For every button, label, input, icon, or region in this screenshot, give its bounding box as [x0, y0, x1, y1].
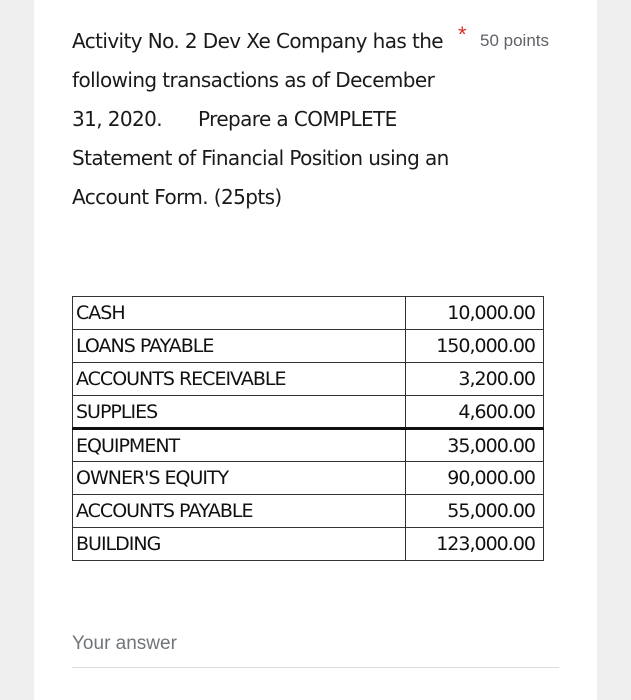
table-row — [73, 429, 544, 462]
question-text — [72, 22, 472, 217]
table-row — [73, 495, 544, 528]
table-row — [73, 528, 544, 561]
account-amount: 35,000.00 — [406, 429, 544, 462]
question-card — [34, 0, 597, 700]
account-name: LOANS PAYABLE — [73, 330, 406, 363]
account-amount: 123,000.00 — [406, 528, 544, 561]
question-line: Statement of Financial Position using an — [72, 146, 449, 170]
question-line: Account Form. (25pts) — [72, 185, 282, 209]
account-name: ACCOUNTS PAYABLE — [73, 495, 406, 528]
table-row — [73, 462, 544, 495]
question-line — [72, 100, 472, 139]
account-name: EQUIPMENT — [73, 429, 406, 462]
account-name: SUPPLIES — [73, 396, 406, 429]
account-name: BUILDING — [73, 528, 406, 561]
points-label: 50 points — [480, 31, 549, 50]
account-amount: 10,000.00 — [406, 297, 544, 330]
account-amount: 3,200.00 — [406, 363, 544, 396]
account-name: ACCOUNTS RECEIVABLE — [73, 363, 406, 396]
account-amount: 4,600.00 — [406, 396, 544, 429]
table-row — [73, 363, 544, 396]
question-instruction: Prepare a COMPLETE — [198, 107, 397, 131]
question-line: following transactions as of December — [72, 68, 435, 92]
table-row — [73, 330, 544, 363]
question-date: 31, 2020. — [72, 107, 163, 131]
answer-underline — [72, 667, 559, 668]
account-amount: 90,000.00 — [406, 462, 544, 495]
table-row — [73, 297, 544, 330]
transactions-table — [72, 296, 544, 561]
table-row — [73, 396, 544, 429]
account-amount: 150,000.00 — [406, 330, 544, 363]
account-name: OWNER'S EQUITY — [73, 462, 406, 495]
account-amount: 55,000.00 — [406, 495, 544, 528]
required-asterisk: * — [458, 22, 467, 47]
question-line: Activity No. 2 Dev Xe Company has the — [72, 29, 443, 53]
answer-input[interactable]: Your answer — [72, 633, 177, 654]
account-name: CASH — [73, 297, 406, 330]
